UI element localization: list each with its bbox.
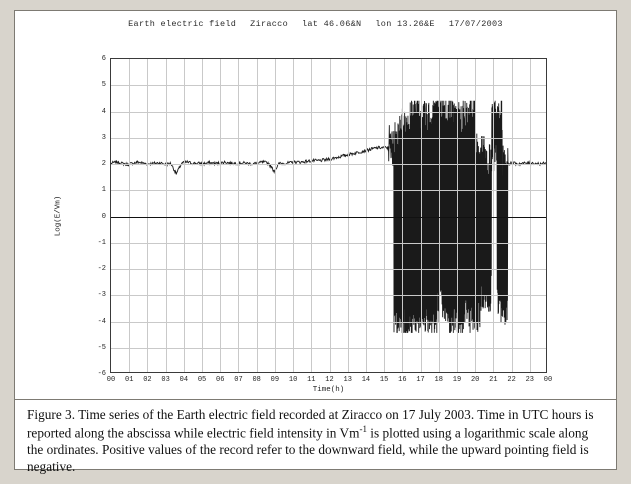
- gridline-vertical: [439, 59, 440, 372]
- y-tick-label: 2: [101, 160, 106, 168]
- y-tick-label: 3: [101, 133, 106, 142]
- gridline-vertical: [457, 59, 458, 372]
- x-tick-label: 23: [525, 376, 534, 384]
- gridline-vertical: [493, 59, 494, 372]
- caption-superscript: -1: [359, 423, 367, 434]
- figure-frame: [14, 10, 617, 475]
- chart-title-date: 17/07/2003: [448, 19, 503, 29]
- caption-divider: [15, 399, 616, 400]
- gridline-horizontal: [111, 164, 546, 165]
- gridline-vertical: [147, 59, 148, 372]
- y-tick-label: -6: [97, 370, 106, 378]
- chart-title: [15, 19, 616, 29]
- gridline-vertical: [257, 59, 258, 372]
- gridline-vertical: [530, 59, 531, 372]
- gridline-vertical: [421, 59, 422, 372]
- gridline-horizontal: [111, 85, 546, 86]
- y-tick-label: 0: [101, 212, 106, 221]
- x-tick-label: 11: [307, 376, 316, 384]
- gridline-vertical: [275, 59, 276, 372]
- y-tick-label: -3: [97, 291, 106, 300]
- caption-text-1: Figure 3. Time series of the Earth electric field recorded at Ziracco on 17 July 2003. Time in UTC hours is reported along the abscissa while electric field intensity in Vm: [27, 407, 594, 441]
- chart-title-main: Earth electric field: [128, 19, 237, 29]
- gridline-vertical: [311, 59, 312, 372]
- y-tick-label: -2: [97, 265, 106, 273]
- gridline-horizontal: [111, 322, 546, 323]
- gridline-vertical: [293, 59, 294, 372]
- x-tick-label: 19: [452, 376, 462, 384]
- y-axis-label: [51, 58, 65, 373]
- x-tick-label: 05: [197, 376, 207, 384]
- x-tick-label: 13: [343, 376, 352, 384]
- gridline-vertical: [366, 59, 367, 372]
- gridline-vertical: [184, 59, 185, 372]
- chart-title-station: Ziracco: [250, 19, 288, 29]
- x-tick-label: 22: [507, 376, 516, 384]
- gridline-vertical: [348, 59, 349, 372]
- x-tick-label: 07: [234, 376, 243, 384]
- gridline-vertical: [475, 59, 476, 372]
- x-tick-label: 12: [325, 376, 334, 384]
- gridline-vertical: [402, 59, 403, 372]
- y-axis-label-text: Log(E/Vm): [54, 195, 63, 236]
- x-tick-label: 06: [216, 376, 225, 384]
- y-tick-label: 5: [101, 81, 106, 90]
- gridline-horizontal: [111, 348, 546, 349]
- chart-title-lon: lon 13.26&E: [375, 19, 435, 29]
- gridline-horizontal: [111, 243, 546, 244]
- chart-plot-block: [15, 11, 616, 399]
- chart-axes: [97, 55, 553, 384]
- x-tick-label: 04: [179, 376, 189, 384]
- zero-axis-line: [111, 217, 546, 218]
- x-tick-label: 18: [434, 376, 443, 384]
- x-axis-label: Time(h): [312, 386, 345, 394]
- x-tick-label: 21: [489, 376, 498, 384]
- y-tick-label: -4: [97, 317, 106, 326]
- caption-text-2: is plotted using a logarithmic scale along the ordinates. Positive values of the record refer to the downward field, while the upward pointing field is negative.: [27, 425, 589, 475]
- gridline-horizontal: [111, 112, 546, 113]
- x-tick-label: 17: [416, 376, 425, 384]
- gridline-horizontal: [111, 269, 546, 270]
- y-tick-label: -1: [97, 238, 106, 247]
- gridline-vertical: [330, 59, 331, 372]
- gridline-vertical: [220, 59, 221, 372]
- gridline-horizontal: [111, 138, 546, 139]
- x-tick-label: 20: [470, 376, 480, 384]
- x-tick-label: 00: [543, 376, 553, 384]
- x-tick-label: 14: [361, 376, 371, 384]
- x-tick-label: 16: [398, 376, 407, 384]
- gridline-vertical: [238, 59, 239, 372]
- chart-title-lat: lat 46.06&N: [301, 19, 362, 29]
- x-tick-label: 09: [270, 376, 280, 384]
- gridline-vertical: [512, 59, 513, 372]
- y-tick-label: 1: [101, 186, 106, 195]
- gridline-vertical: [384, 59, 385, 372]
- x-tick-label: 10: [288, 376, 298, 384]
- y-tick-label: 4: [101, 107, 106, 116]
- x-tick-label: 01: [125, 376, 134, 384]
- x-tick-label: 08: [252, 376, 261, 384]
- x-tick-label: 02: [143, 376, 152, 384]
- y-tick-label: -5: [97, 343, 106, 352]
- x-tick-label: 15: [379, 376, 389, 384]
- x-tick-label: 00: [106, 376, 116, 384]
- gridline-vertical: [202, 59, 203, 372]
- gridline-vertical: [129, 59, 130, 372]
- chart-trace: [111, 59, 546, 372]
- gridline-horizontal: [111, 190, 546, 191]
- gridline-vertical: [166, 59, 167, 372]
- y-tick-label: 6: [101, 55, 106, 63]
- x-tick-label: 03: [161, 376, 170, 384]
- figure-caption: [27, 407, 605, 476]
- gridline-horizontal: [111, 295, 546, 296]
